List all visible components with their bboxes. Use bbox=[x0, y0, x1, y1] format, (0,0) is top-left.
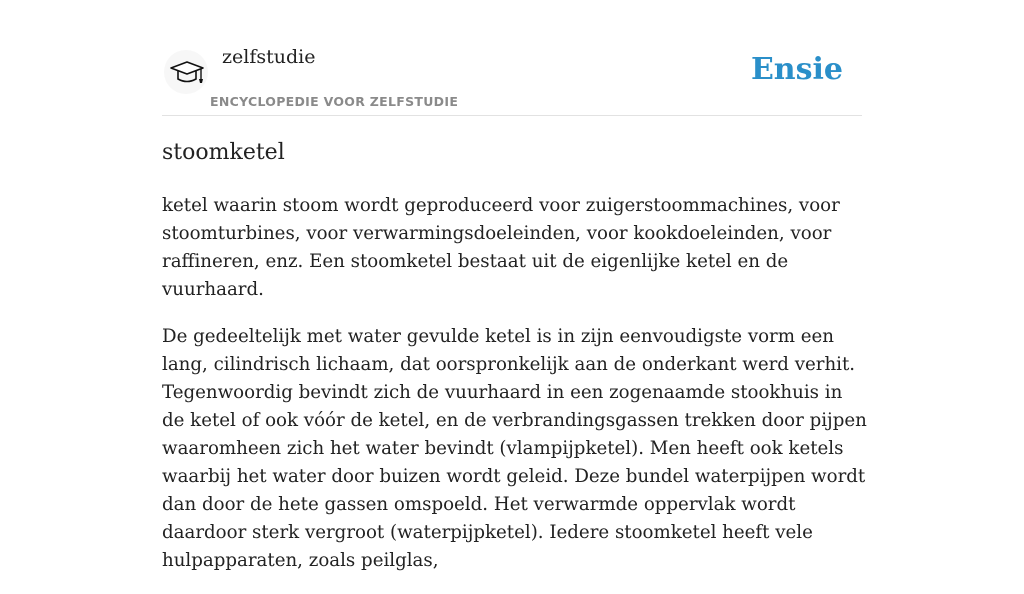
site-logo[interactable] bbox=[164, 50, 208, 94]
article-paragraph: De gedeeltelijk met water gevulde ketel is in zijn eenvoudigste vorm een lang, cilindrisch lichaam, dat oorspronkelijk aan de onderkant werd verhit. Tegenwoordig bevindt zich de vuurhaard in een zogenaamde stookhuis in de ketel of ook vóór de ketel, en de verbrandingsgassen trekken door pijpen waaromheen zich het water bevindt (vlampijpketel). Men heeft ook ketels waarbij het water door buizen wordt geleid. Deze bundel waterpijpen wordt dan door de hete gassen omspoeld. Het verwarmde oppervlak wordt daardoor sterk vergroot (waterpijpketel). Iedere stoomketel heeft vele hulpapparaten, zoals peilglas, bbox=[162, 326, 867, 571]
article-paragraph: ketel waarin stoom wordt geproduceerd voor zuigerstoommachines, voor stoomturbines, voor verwarmingsdoeleinden, voor kookdoeleinden, voor raffineren, enz. Een stoomketel bestaat uit de eigenlijke ketel en de vuurhaard. bbox=[162, 195, 840, 300]
article-body bbox=[162, 192, 870, 594]
site-tagline: ENCYCLOPEDIE VOOR ZELFSTUDIE bbox=[210, 94, 459, 109]
page-container bbox=[162, 0, 867, 571]
ensie-brand-link[interactable]: Ensie bbox=[750, 52, 843, 87]
site-name[interactable]: zelfstudie bbox=[222, 46, 316, 68]
article-title: stoomketel bbox=[162, 140, 285, 165]
site-header bbox=[162, 0, 862, 116]
graduation-cap-icon bbox=[168, 58, 206, 88]
